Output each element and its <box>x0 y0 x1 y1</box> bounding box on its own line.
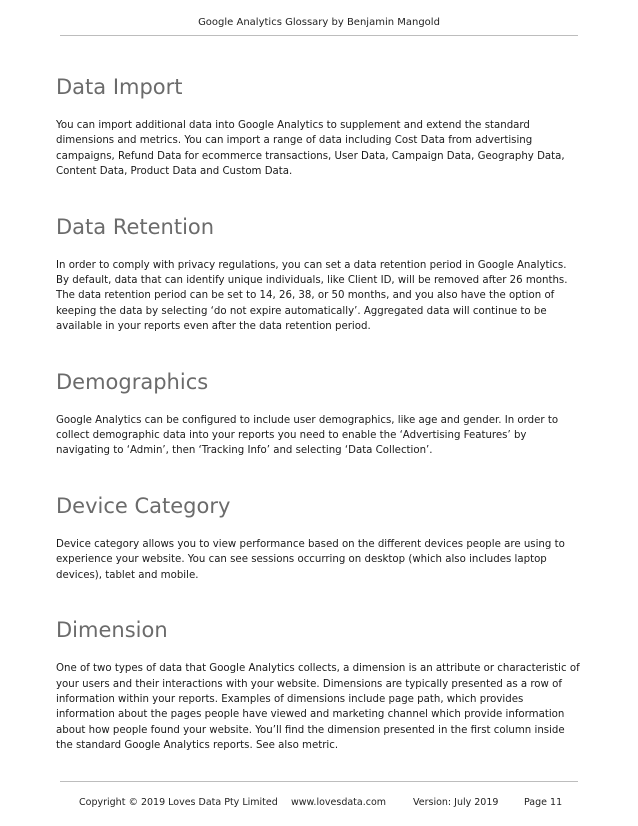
section-body: One of two types of data that Google Analytics collects, a dimension is an attribute or characteristic of your users and their interactions with your website. Dimensions are typically presented as a row of information within your reports. Examples of dimensions include page path, which provides information about the pages people have viewed and marketing channel which provide information about how people found your website. You’ll find the dimension presented in the first column inside the standard Google Analytics reports. See also metric. <box>56 663 580 752</box>
page-header: Google Analytics Glossary by Benjamin Mangold <box>198 17 440 28</box>
glossary-content <box>56 74 582 754</box>
section-dimension <box>56 617 582 753</box>
footer-page-number: Page 11 <box>524 797 563 808</box>
section-heading: Data Retention <box>56 214 215 239</box>
section-body: Device category allows you to view performance based on the different devices people are using to experience your website. You can see sessions occurring on desktop (which also includes laptop devices), tablet and mobile. <box>56 538 565 581</box>
section-body: In order to comply with privacy regulations, you can set a data retention period in Google Analytics. By default, data that can identify unique individuals, like Client ID, will be removed after 26 months. The data retention period can be set to 14, 26, 38, or 50 months, and you also have the option of keeping the data by selecting ‘do not expire automatically’. Aggregated data will continue to be available in your reports even after the data retention period. <box>56 259 568 333</box>
section-body: You can import additional data into Google Analytics to supplement and extend the standard dimensions and metrics. You can import a range of data including Cost Data from advertising campaigns, Refund Data for ecommerce transactions, User Data, Campaign Data, Geography Data, Content Data, Product Data and Custom Data. <box>56 120 565 178</box>
section-demographics <box>56 369 582 459</box>
header-divider <box>60 35 578 36</box>
section-heading: Data Import <box>56 75 183 99</box>
page-footer <box>0 797 638 811</box>
footer-website-link[interactable]: www.lovesdata.com <box>291 797 387 808</box>
section-body: Google Analytics can be configured to include user demographics, like age and gender. In order to collect demographic data into your reports you need to enable the ‘Advertising Features’ by navigating to ‘Admin’, then ‘Tracking Info’ and selecting ‘Data Collection’. <box>56 414 559 457</box>
section-data-retention <box>56 214 582 335</box>
footer-copyright: Copyright © 2019 Loves Data Pty Limited <box>79 797 278 808</box>
section-heading: Device Category <box>56 493 231 518</box>
section-heading: Demographics <box>56 369 209 394</box>
section-heading: Dimension <box>56 618 168 643</box>
footer-divider <box>60 781 578 782</box>
footer-version: Version: July 2019 <box>413 797 499 808</box>
section-device-category <box>56 493 582 583</box>
section-data-import <box>56 74 582 180</box>
